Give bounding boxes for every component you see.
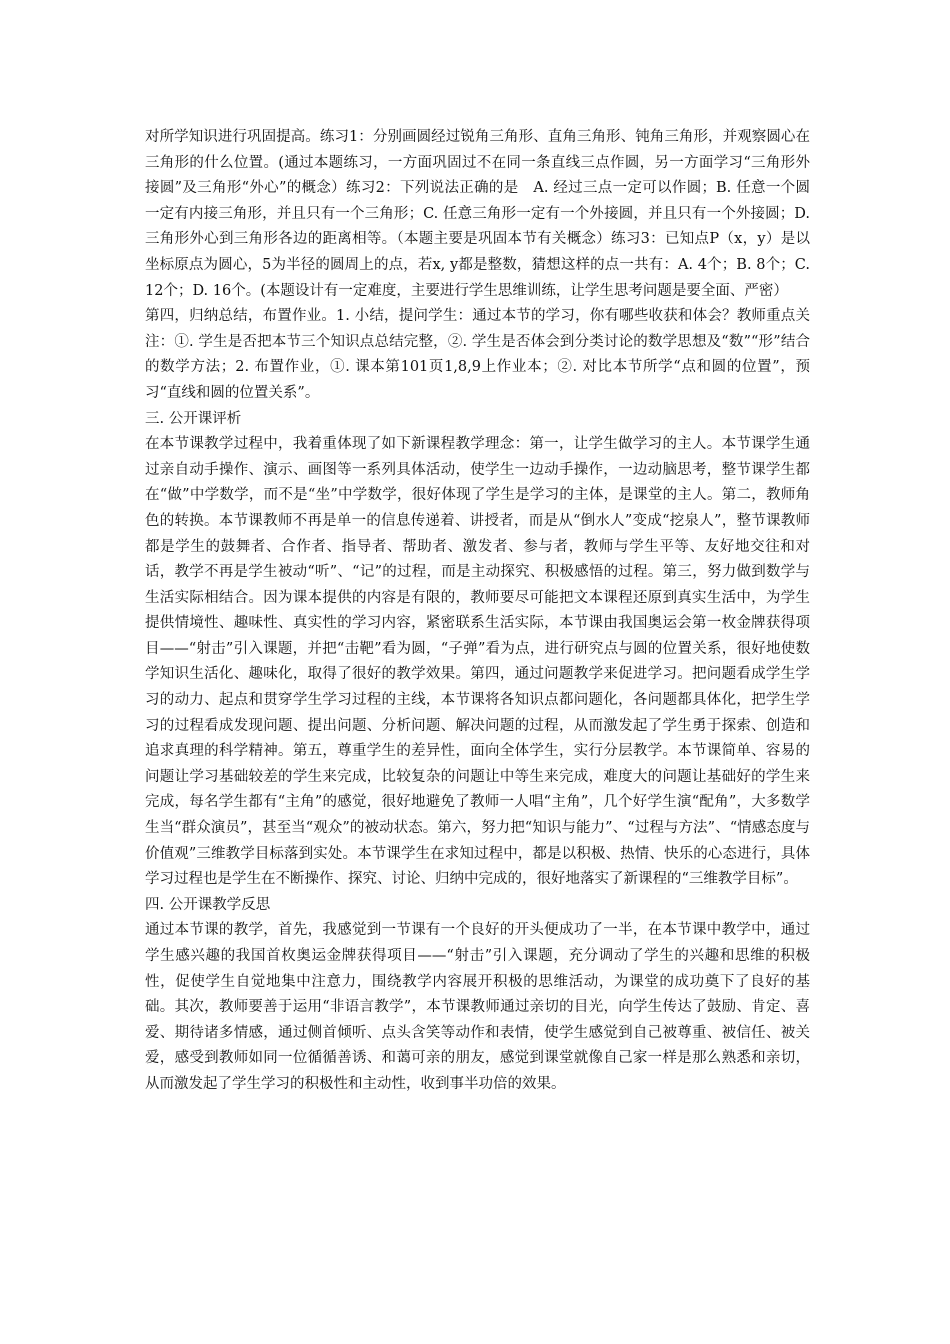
paragraph-reflection: 通过本节课的教学，首先，我感觉到一节课有一个良好的开头便成功了一半，在本节课中教学中，通过学生感兴趣的我国首枚奥运金牌获得项目——“射击”引入课题，充分调动了学生的兴趣和思维的积极性，促使学生自觉地集中注意力，围绕教学内容展开积极的思维活动，为课堂的成功奠下了良好的基础。其次，教师要善于运用“非语言教学”，本节课教师通过亲切的目光，向学生传达了鼓励、肯定、喜爱、期待诸多情感，通过侧首倾听、点头含笑等动作和表情，使学生感觉到自己被尊重、被信任、被关爱，感受到教师如同一位循循善诱、和蔼可亲的朋友，感觉到课堂就像自己家一样是那么熟悉和亲切，从而激发起了学生学习的积极性和主动性，收到事半功倍的效果。 — [145, 922, 810, 1092]
paragraph-exercises: 对所学知识进行巩固提高。练习1：分别画圆经过锐角三角形、直角三角形、钝角三角形，并观察圆心在三角形的什么位置。(通过本题练习，一方面巩固过不在同一条直线三点作圆，另一方面学习“三角形外接圆”及三角形“外心”的概念）练习2：下列说法正确的是 A. 经过三点一定可以作圆；B. 任意一个圆一定有内接三角形，并且只有一个三角形；C. 任意三角形一定有一个外接圆，并且只有一个外接圆；D. 三角形外心到三角形各边的距离相等。（本题主要是巩固本节有关概念）练习3：已知点P（x，y）是以坐标原点为圆心，5为半径的圆周上的点，若x, y都是整数，猜想这样的点一共有：A. 4个；B. 8个；C. 12个；D. 16个。(本题设计有一定难度，主要进行学生思维训练，让学生思考问题是要全面、严密） — [145, 129, 810, 299]
section-heading-4: 四. 公开课教学反思 — [145, 896, 271, 913]
document-body — [145, 125, 810, 1098]
section-heading-3: 三. 公开课评析 — [145, 410, 242, 427]
paragraph-lesson-analysis: 在本节课教学过程中，我着重体现了如下新课程教学理念：第一，让学生做学习的主人。本节课学生通过亲自动手操作、演示、画图等一系列具体活动，使学生一边动手操作，一边动脑思考，整节课学生都在“做”中学数学，而不是“坐”中学数学，很好体现了学生是学习的主体，是课堂的主人。第二，教师角色的转换。本节课教师不再是单一的信息传递着、讲授者，而是从“倒水人”变成“挖泉人”，整节课教师都是学生的鼓舞者、合作者、指导者、帮助者、激发者、参与者，教师与学生平等、友好地交往和对话，教学不再是学生被动“听”、“记”的过程，而是主动探究、积极感悟的过程。第三，努力做到数学与生活实际相结合。因为课本提供的内容是有限的，教师要尽可能把文本课程还原到真实生活中，为学生提供情境性、趣味性、真实性的学习内容，紧密联系生活实际，本节课由我国奥运会第一枚金牌获得项目——“射击”引入课题，并把“击靶”看为圆，“子弹”看为点，进行研究点与圆的位置关系，很好地使数学知识生活化、趣味化，取得了很好的教学效果。第四，通过问题教学来促进学习。把问题看成学生学习的动力、起点和贯穿学生学习过程的主线，本节课将各知识点都问题化，各问题都具体化，把学生学习的过程看成发现问题、提出问题、分析问题、解决问题的过程，从而激发起了学生勇于探索、创造和追求真理的科学精神。第五，尊重学生的差异性，面向全体学生，实行分层教学。本节课简单、容易的问题让学习基础较差的学生来完成，比较复杂的问题让中等生来完成，难度大的问题让基础好的学生来完成，每名学生都有“主角”的感觉，很好地避免了教师一人唱“主角”，几个好学生演“配角”，大多数学生当“群众演员”，甚至当“观众”的被动状态。第六，努力把“知识与能力”、“过程与方法”、“情感态度与价值观”三维教学目标落到实处。本节课学生在求知过程中，都是以积极、热情、快乐的心态进行，具体学习过程也是学生在不断操作、探究、讨论、归纳中完成的，很好地落实了新课程的“三维教学目标”。 — [145, 436, 810, 888]
paragraph-summary-homework: 第四，归纳总结，布置作业。1. 小结，提问学生：通过本节的学习，你有哪些收获和体会？教师重点关注：①. 学生是否把本节三个知识点总结完整，②. 学生是否体会到分类讨论的数学思想及“数”“形”结合的数学方法；2. 布置作业，①. 课本第101页1,8,9上作业本；②. 对比本节所学“点和圆的位置”，预习“直线和圆的位置关系”。 — [145, 308, 810, 401]
